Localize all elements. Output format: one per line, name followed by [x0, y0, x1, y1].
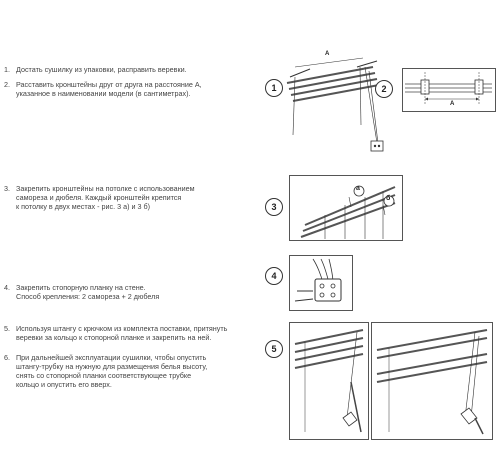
step-text: штангу-трубку на нужную для размещения белья высоту, [16, 362, 208, 371]
figure-4 [265, 255, 355, 313]
step-text: При дальнейшей эксплуатации сушилки, чтобы опустить [16, 353, 207, 362]
step-number: 1. [4, 65, 10, 74]
step-number: 3. [4, 184, 10, 193]
step-text: Закрепить кронштейны на потолке с использованием [16, 184, 195, 193]
step-text: Используя штангу с крючком из комплекта поставки, притянуть [16, 324, 228, 333]
step-text: веревки за кольцо к стопорной планке и закрепить на ней. [16, 333, 212, 342]
callout-label-a: a [356, 185, 360, 192]
ceiling-mount-illustration [265, 175, 405, 243]
step-number: 5. [4, 324, 10, 333]
step-3 [4, 184, 195, 211]
step-number: 6. [4, 353, 10, 362]
step-text: Способ крепления: 2 самореза + 2 дюбеля [16, 292, 160, 301]
dimension-label-a: A [325, 51, 330, 57]
figure-number-4: 4 [265, 267, 283, 285]
stop-plate-illustration [265, 255, 355, 313]
operation-illustration [265, 322, 495, 442]
step-4 [4, 283, 159, 301]
figure-number-2: 2 [375, 80, 393, 98]
figure-3 [265, 175, 405, 243]
figure-1 [265, 51, 385, 155]
step-number: 2. [4, 80, 10, 89]
step-number: 4. [4, 283, 10, 292]
step-text: кольцо и опустить его вверх. [16, 380, 112, 389]
figure-5 [265, 322, 495, 442]
figure-number-5: 5 [265, 340, 283, 358]
figure-number-1: 1 [265, 79, 283, 97]
step-text: самореза и дюбеля. Каждый кронштейн крепится [16, 193, 182, 202]
step-text: Расставить кронштейны друг от друга на расстояние А, [16, 80, 202, 89]
step-text: Достать сушилку из упаковки, расправить веревки. [16, 65, 187, 74]
callout-label-b: б [386, 195, 391, 202]
dimension-label-a: A [450, 101, 455, 107]
step-6 [4, 353, 207, 389]
step-text: к потолку в двух местах - рис. 3 а) и 3 б) [16, 202, 151, 211]
step-2 [4, 80, 202, 98]
dryer-illustration [265, 55, 385, 155]
bracket-spacing-diagram [377, 68, 497, 118]
step-1 [4, 65, 187, 74]
step-5 [4, 324, 227, 342]
step-text: Закрепить стопорную планку на стене. [16, 283, 146, 292]
step-text: снять со стопорной планки соответствующее трубке [16, 371, 192, 380]
step-text: указанное в наименовании модели (в сантиметрах). [16, 89, 191, 98]
figure-2 [377, 68, 497, 118]
figure-number-3: 3 [265, 198, 283, 216]
